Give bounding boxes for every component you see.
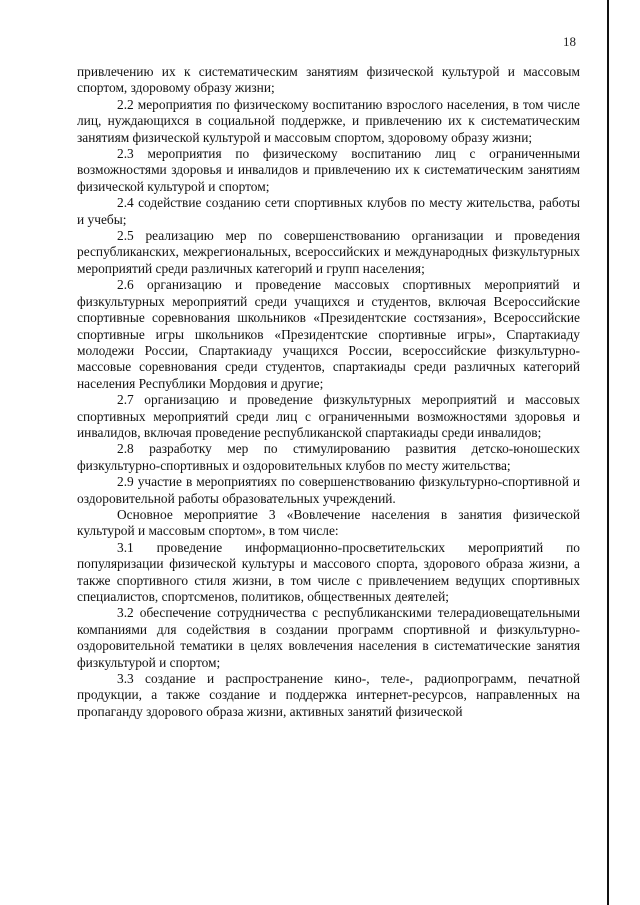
paragraph: 3.2 обеспечение сотрудничества с республиканскими телерадиовещательными компаниями для содействия в создании программ спортивной и физкультурно-оздоровительной тематики в целях вовлечения населения в систематические занятия физкультурой и спортом; bbox=[77, 605, 580, 670]
paragraph: 2.2 мероприятия по физическому воспитанию взрослого населения, в том числе лиц, нуждающихся в социальной поддержке, и привлечению их к систематическим занятиям физической культурой и массовым спортом, здоровому образу жизни; bbox=[77, 96, 580, 145]
paragraph: 3.3 создание и распространение кино-, теле-, радиопрограмм, печатной продукции, а также создание и поддержка интернет-ресурсов, направленных на пропаганду здорового образа жизни, активных занятий физической bbox=[77, 671, 580, 719]
paragraph: 2.9 участие в мероприятиях по совершенствованию физкультурно-спортивной и оздоровительной работы образовательных учреждений. bbox=[77, 474, 580, 506]
page-number: 18 bbox=[563, 34, 576, 49]
paragraph: 2.6 организацию и проведение массовых спортивных мероприятий и физкультурных мероприятий среди учащихся и студентов, включая Всероссийские спортивные соревнования школьников «Президентские состязания», Всероссийские спортивные игры школьников «Президентские спортивные игры», Спартакиаду молодежи России, Спартакиаду учащихся России, всероссийские физкультурно-массовые соревнования среди студентов, спартакиады среди различных категорий населения Республики Мордовия и другие; bbox=[77, 277, 580, 391]
paragraph: 2.7 организацию и проведение физкультурных мероприятий и массовых спортивных мероприятий среди лиц с ограниченными возможностями здоровья и инвалидов, включая проведение республиканской спартакиады среди инвалидов; bbox=[77, 392, 580, 440]
paragraph: 2.4 содействие созданию сети спортивных клубов по месту жительства, работы и учебы; bbox=[77, 195, 580, 227]
paragraph: Основное мероприятие 3 «Вовлечение населения в занятия физической культурой и массовым спортом», в том числе: bbox=[77, 506, 580, 539]
paragraph: 3.1 проведение информационно-просветительских мероприятий по популяризации физической культуры и массового спорта, здорового образа жизни, а также спортивного стиля жизни, в том числе с привлечением ведущих спортивных специалистов, спортсменов, политиков, общественных деятелей; bbox=[77, 539, 580, 604]
document-body bbox=[77, 64, 580, 720]
paragraph: 2.8 разработку мер по стимулированию развития детско-юношеских физкультурно-спортивных и оздоровительных клубов по месту жительства; bbox=[77, 441, 580, 473]
scan-edge-line bbox=[607, 0, 609, 905]
paragraph: привлечению их к систематическим занятиям физической культурой и массовым спортом, здоровому образу жизни; bbox=[77, 64, 580, 96]
paragraph: 2.5 реализацию мер по совершенствованию организации и проведения республиканских, межрегиональных, всероссийских и международных физкультурных мероприятий среди различных категорий и групп населения; bbox=[77, 228, 580, 276]
paragraph: 2.3 мероприятия по физическому воспитанию лиц с ограниченными возможностями здоровья и инвалидов и привлечению их к систематическим занятиям физической культурой и спортом; bbox=[77, 146, 580, 194]
